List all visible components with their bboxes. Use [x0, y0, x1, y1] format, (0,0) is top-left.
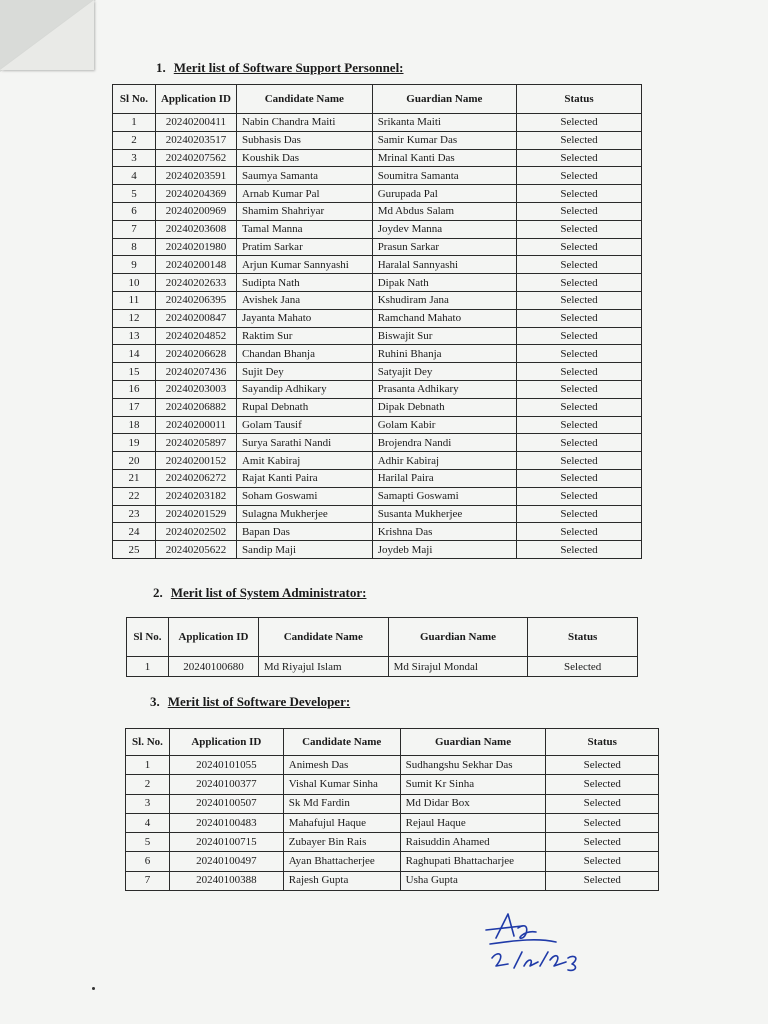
- table-row: [113, 149, 642, 167]
- guardian-name-cell: Harilal Paira: [372, 469, 516, 487]
- guardian-name-cell: Raghupati Bhattacharjee: [400, 852, 546, 871]
- application-id-cell: 20240200847: [155, 309, 236, 327]
- candidate-name-cell: Sujit Dey: [236, 363, 372, 381]
- status-cell: Selected: [517, 327, 642, 345]
- table-row: [113, 202, 642, 220]
- serial-number-cell: 7: [126, 871, 170, 890]
- serial-number-cell: 25: [113, 541, 156, 559]
- serial-number-cell: 4: [113, 167, 156, 185]
- application-id-cell: 20240207562: [155, 149, 236, 167]
- table-row: [113, 291, 642, 309]
- candidate-name-cell: Sk Md Fardin: [283, 794, 400, 813]
- table-row: [113, 505, 642, 523]
- status-cell: Selected: [546, 852, 659, 871]
- table-row: [126, 775, 659, 794]
- guardian-name-cell: Adhir Kabiraj: [372, 452, 516, 470]
- application-id-cell: 20240100715: [169, 833, 283, 852]
- status-cell: Selected: [517, 274, 642, 292]
- section-title: Merit list of System Administrator:: [170, 585, 367, 600]
- serial-number-cell: 20: [113, 452, 156, 470]
- column-header: Application ID: [169, 729, 283, 756]
- table-row: [113, 167, 642, 185]
- section-number: 3.: [150, 694, 160, 709]
- candidate-name-cell: Rajesh Gupta: [283, 871, 400, 890]
- table-row: [113, 345, 642, 363]
- status-cell: Selected: [517, 345, 642, 363]
- serial-number-cell: 16: [113, 380, 156, 398]
- application-id-cell: 20240100497: [169, 852, 283, 871]
- status-cell: Selected: [546, 794, 659, 813]
- column-header: Application ID: [155, 85, 236, 114]
- table-row: [126, 794, 659, 813]
- application-id-cell: 20240203182: [155, 487, 236, 505]
- candidate-name-cell: Animesh Das: [283, 756, 400, 775]
- status-cell: Selected: [517, 469, 642, 487]
- application-id-cell: 20240201529: [155, 505, 236, 523]
- table-row: [126, 833, 659, 852]
- serial-number-cell: 14: [113, 345, 156, 363]
- table-row: [113, 114, 642, 132]
- status-cell: Selected: [546, 871, 659, 890]
- serial-number-cell: 11: [113, 291, 156, 309]
- guardian-name-cell: Krishna Das: [372, 523, 516, 541]
- table-header-row: [126, 729, 659, 756]
- serial-number-cell: 22: [113, 487, 156, 505]
- status-cell: Selected: [517, 149, 642, 167]
- serial-number-cell: 19: [113, 434, 156, 452]
- table-row: [113, 487, 642, 505]
- application-id-cell: 20240100388: [169, 871, 283, 890]
- table-row: [113, 469, 642, 487]
- guardian-name-cell: Prasun Sarkar: [372, 238, 516, 256]
- status-cell: Selected: [517, 220, 642, 238]
- status-cell: Selected: [546, 833, 659, 852]
- candidate-name-cell: Jayanta Mahato: [236, 309, 372, 327]
- application-id-cell: 20240205622: [155, 541, 236, 559]
- application-id-cell: 20240207436: [155, 363, 236, 381]
- candidate-name-cell: Tamal Manna: [236, 220, 372, 238]
- candidate-name-cell: Md Riyajul Islam: [258, 657, 388, 677]
- guardian-name-cell: Md Sirajul Mondal: [388, 657, 528, 677]
- application-id-cell: 20240201980: [155, 238, 236, 256]
- guardian-name-cell: Susanta Mukherjee: [372, 505, 516, 523]
- table-row: [113, 363, 642, 381]
- table-row: [126, 756, 659, 775]
- candidate-name-cell: Mahafujul Haque: [283, 813, 400, 832]
- serial-number-cell: 1: [127, 657, 169, 677]
- application-id-cell: 20240100377: [169, 775, 283, 794]
- candidate-name-cell: Golam Tausif: [236, 416, 372, 434]
- candidate-name-cell: Arjun Kumar Sannyashi: [236, 256, 372, 274]
- candidate-name-cell: Amit Kabiraj: [236, 452, 372, 470]
- serial-number-cell: 5: [113, 185, 156, 203]
- serial-number-cell: 21: [113, 469, 156, 487]
- table-body: [113, 114, 642, 559]
- guardian-name-cell: Brojendra Nandi: [372, 434, 516, 452]
- candidate-name-cell: Shamim Shahriyar: [236, 202, 372, 220]
- candidate-name-cell: Arnab Kumar Pal: [236, 185, 372, 203]
- serial-number-cell: 15: [113, 363, 156, 381]
- candidate-name-cell: Raktim Sur: [236, 327, 372, 345]
- merit-table-software-developer: [125, 728, 659, 891]
- guardian-name-cell: Mrinal Kanti Das: [372, 149, 516, 167]
- table-row: [126, 852, 659, 871]
- table-row: [113, 185, 642, 203]
- status-cell: Selected: [517, 541, 642, 559]
- application-id-cell: 20240206272: [155, 469, 236, 487]
- table-row: [113, 523, 642, 541]
- status-cell: Selected: [517, 487, 642, 505]
- status-cell: Selected: [517, 434, 642, 452]
- candidate-name-cell: Rajat Kanti Paira: [236, 469, 372, 487]
- section-2-heading: [153, 585, 366, 601]
- serial-number-cell: 10: [113, 274, 156, 292]
- application-id-cell: 20240200969: [155, 202, 236, 220]
- candidate-name-cell: Bapan Das: [236, 523, 372, 541]
- candidate-name-cell: Koushik Das: [236, 149, 372, 167]
- table-row: [113, 256, 642, 274]
- column-header: Sl No.: [127, 618, 169, 657]
- column-header: Candidate Name: [283, 729, 400, 756]
- application-id-cell: 20240202502: [155, 523, 236, 541]
- guardian-name-cell: Samir Kumar Das: [372, 131, 516, 149]
- candidate-name-cell: Sudipta Nath: [236, 274, 372, 292]
- table-row: [113, 238, 642, 256]
- guardian-name-cell: Gurupada Pal: [372, 185, 516, 203]
- guardian-name-cell: Prasanta Adhikary: [372, 380, 516, 398]
- table-row: [126, 871, 659, 890]
- section-number: 1.: [156, 60, 166, 75]
- status-cell: Selected: [517, 167, 642, 185]
- application-id-cell: 20240100507: [169, 794, 283, 813]
- guardian-name-cell: Sudhangshu Sekhar Das: [400, 756, 546, 775]
- section-3-heading: [150, 694, 350, 710]
- table-row: [113, 274, 642, 292]
- column-header: Status: [528, 618, 638, 657]
- table-row: [127, 657, 638, 677]
- candidate-name-cell: Surya Sarathi Nandi: [236, 434, 372, 452]
- status-cell: Selected: [517, 416, 642, 434]
- application-id-cell: 20240203591: [155, 167, 236, 185]
- column-header: Candidate Name: [258, 618, 388, 657]
- application-id-cell: 20240203517: [155, 131, 236, 149]
- column-header: Status: [546, 729, 659, 756]
- section-title: Merit list of Software Support Personnel:: [173, 60, 404, 75]
- candidate-name-cell: Zubayer Bin Rais: [283, 833, 400, 852]
- table-row: [113, 434, 642, 452]
- serial-number-cell: 1: [126, 756, 170, 775]
- guardian-name-cell: Md Abdus Salam: [372, 202, 516, 220]
- status-cell: Selected: [517, 398, 642, 416]
- serial-number-cell: 9: [113, 256, 156, 274]
- guardian-name-cell: Ruhini Bhanja: [372, 345, 516, 363]
- serial-number-cell: 6: [113, 202, 156, 220]
- serial-number-cell: 2: [126, 775, 170, 794]
- candidate-name-cell: Vishal Kumar Sinha: [283, 775, 400, 794]
- table-row: [113, 452, 642, 470]
- application-id-cell: 20240100483: [169, 813, 283, 832]
- candidate-name-cell: Rupal Debnath: [236, 398, 372, 416]
- application-id-cell: 20240206882: [155, 398, 236, 416]
- column-header: Candidate Name: [236, 85, 372, 114]
- guardian-name-cell: Biswajit Sur: [372, 327, 516, 345]
- column-header: Guardian Name: [400, 729, 546, 756]
- guardian-name-cell: Usha Gupta: [400, 871, 546, 890]
- application-id-cell: 20240200148: [155, 256, 236, 274]
- guardian-name-cell: Joydeb Maji: [372, 541, 516, 559]
- serial-number-cell: 2: [113, 131, 156, 149]
- guardian-name-cell: Dipak Debnath: [372, 398, 516, 416]
- status-cell: Selected: [517, 185, 642, 203]
- candidate-name-cell: Nabin Chandra Maiti: [236, 114, 372, 132]
- table-header-row: [113, 85, 642, 114]
- candidate-name-cell: Ayan Bhattacherjee: [283, 852, 400, 871]
- candidate-name-cell: Sandip Maji: [236, 541, 372, 559]
- status-cell: Selected: [517, 114, 642, 132]
- application-id-cell: 20240101055: [169, 756, 283, 775]
- handwritten-signature: [478, 908, 588, 986]
- guardian-name-cell: Golam Kabir: [372, 416, 516, 434]
- serial-number-cell: 18: [113, 416, 156, 434]
- section-number: 2.: [153, 585, 163, 600]
- table-row: [113, 398, 642, 416]
- status-cell: Selected: [546, 813, 659, 832]
- merit-table-software-support: [112, 84, 642, 559]
- serial-number-cell: 5: [126, 833, 170, 852]
- application-id-cell: 20240200011: [155, 416, 236, 434]
- serial-number-cell: 8: [113, 238, 156, 256]
- application-id-cell: 20240206395: [155, 291, 236, 309]
- merit-table-system-administrator: [126, 617, 638, 677]
- column-header: Application ID: [168, 618, 258, 657]
- guardian-name-cell: Haralal Sannyashi: [372, 256, 516, 274]
- serial-number-cell: 6: [126, 852, 170, 871]
- table-row: [126, 813, 659, 832]
- status-cell: Selected: [546, 775, 659, 794]
- serial-number-cell: 4: [126, 813, 170, 832]
- status-cell: Selected: [517, 238, 642, 256]
- table-body: [126, 756, 659, 891]
- guardian-name-cell: Samapti Goswami: [372, 487, 516, 505]
- column-header: Guardian Name: [372, 85, 516, 114]
- application-id-cell: 20240203003: [155, 380, 236, 398]
- status-cell: Selected: [528, 657, 638, 677]
- status-cell: Selected: [517, 523, 642, 541]
- serial-number-cell: 3: [126, 794, 170, 813]
- candidate-name-cell: Soham Goswami: [236, 487, 372, 505]
- table-row: [113, 541, 642, 559]
- application-id-cell: 20240200152: [155, 452, 236, 470]
- candidate-name-cell: Saumya Samanta: [236, 167, 372, 185]
- status-cell: Selected: [517, 363, 642, 381]
- table-row: [113, 327, 642, 345]
- serial-number-cell: 7: [113, 220, 156, 238]
- column-header: Sl. No.: [126, 729, 170, 756]
- application-id-cell: 20240200411: [155, 114, 236, 132]
- status-cell: Selected: [517, 291, 642, 309]
- application-id-cell: 20240206628: [155, 345, 236, 363]
- scan-speck: [92, 987, 95, 990]
- status-cell: Selected: [517, 131, 642, 149]
- application-id-cell: 20240205897: [155, 434, 236, 452]
- guardian-name-cell: Ramchand Mahato: [372, 309, 516, 327]
- guardian-name-cell: Srikanta Maiti: [372, 114, 516, 132]
- guardian-name-cell: Raisuddin Ahamed: [400, 833, 546, 852]
- table-row: [113, 416, 642, 434]
- guardian-name-cell: Soumitra Samanta: [372, 167, 516, 185]
- status-cell: Selected: [517, 309, 642, 327]
- candidate-name-cell: Pratim Sarkar: [236, 238, 372, 256]
- application-id-cell: 20240100680: [168, 657, 258, 677]
- guardian-name-cell: Md Didar Box: [400, 794, 546, 813]
- table-header-row: [127, 618, 638, 657]
- serial-number-cell: 17: [113, 398, 156, 416]
- status-cell: Selected: [517, 202, 642, 220]
- application-id-cell: 20240204369: [155, 185, 236, 203]
- status-cell: Selected: [517, 380, 642, 398]
- status-cell: Selected: [546, 756, 659, 775]
- guardian-name-cell: Joydev Manna: [372, 220, 516, 238]
- guardian-name-cell: Rejaul Haque: [400, 813, 546, 832]
- guardian-name-cell: Dipak Nath: [372, 274, 516, 292]
- serial-number-cell: 24: [113, 523, 156, 541]
- serial-number-cell: 3: [113, 149, 156, 167]
- column-header: Sl No.: [113, 85, 156, 114]
- table-row: [113, 380, 642, 398]
- candidate-name-cell: Avishek Jana: [236, 291, 372, 309]
- candidate-name-cell: Subhasis Das: [236, 131, 372, 149]
- guardian-name-cell: Sumit Kr Sinha: [400, 775, 546, 794]
- serial-number-cell: 23: [113, 505, 156, 523]
- table-body: [127, 657, 638, 677]
- application-id-cell: 20240204852: [155, 327, 236, 345]
- page-fold-flap: [0, 0, 94, 70]
- application-id-cell: 20240203608: [155, 220, 236, 238]
- column-header: Status: [517, 85, 642, 114]
- table-row: [113, 220, 642, 238]
- serial-number-cell: 13: [113, 327, 156, 345]
- table-row: [113, 309, 642, 327]
- guardian-name-cell: Kshudiram Jana: [372, 291, 516, 309]
- status-cell: Selected: [517, 505, 642, 523]
- application-id-cell: 20240202633: [155, 274, 236, 292]
- table-row: [113, 131, 642, 149]
- candidate-name-cell: Chandan Bhanja: [236, 345, 372, 363]
- guardian-name-cell: Satyajit Dey: [372, 363, 516, 381]
- column-header: Guardian Name: [388, 618, 528, 657]
- status-cell: Selected: [517, 452, 642, 470]
- serial-number-cell: 12: [113, 309, 156, 327]
- section-title: Merit list of Software Developer:: [167, 694, 351, 709]
- status-cell: Selected: [517, 256, 642, 274]
- candidate-name-cell: Sayandip Adhikary: [236, 380, 372, 398]
- section-1-heading: [156, 60, 404, 76]
- serial-number-cell: 1: [113, 114, 156, 132]
- candidate-name-cell: Sulagna Mukherjee: [236, 505, 372, 523]
